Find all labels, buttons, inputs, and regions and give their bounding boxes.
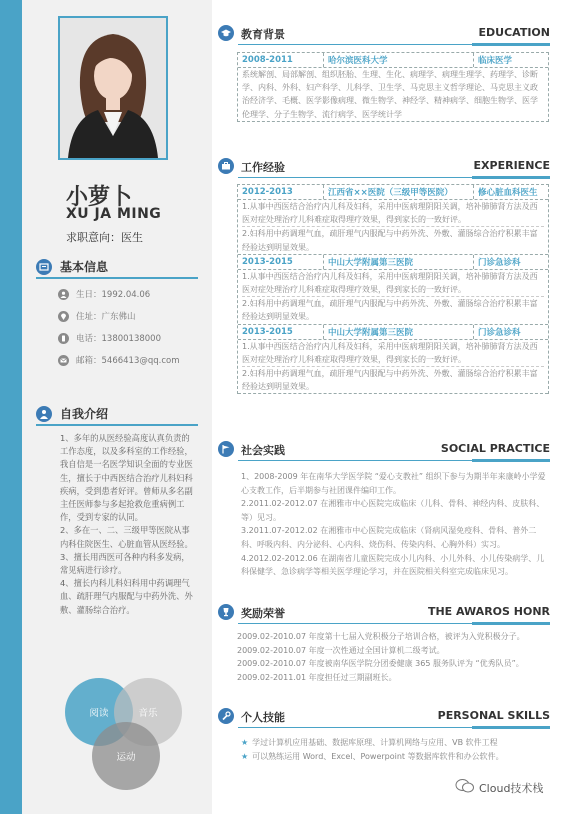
experience-header: 工作经验 EXPERIENCE [218,157,550,177]
list-item: ★ 学过计算机应用基础、数据库原理、计算机网络与应用、VB 软件工程 [241,736,551,750]
job-intent: 求职意向：医生 [66,231,143,244]
divider [36,277,198,279]
info-address: 住址：广东佛山 [58,310,136,322]
list-item: 3.2011.07-2012.02 在湘雅市中心医院完成临床（肾病风湿免疫科、骨科、普外二科、呼吸内科、内分泌科、心内科、烧伤科、传染内科、心胸外科）实习。 [241,526,537,549]
id-card-icon [36,259,52,275]
candidate-name-en: XU JA MING [66,206,162,222]
watermark: Cloud技术栈 [455,778,543,797]
info-email: 邮箱：5466413@qq.com [58,354,180,366]
hobby-sports: 运动 [92,722,160,790]
list-item: 2009.02-2011.01 年度担任过三期副班长。 [237,672,397,682]
profile-photo [58,16,168,160]
awards-list [237,630,547,684]
education-header: 教育背景 EDUCATION [218,24,550,44]
basic-info-header: 基本信息 [36,258,108,275]
star-icon: ★ [241,751,249,761]
skills-list [241,736,551,763]
list-item: 2009.02-2010.07 年度被南华医学院分团委健康 365 服务队评为 “优秀队员”。 [237,659,524,669]
divider [36,424,198,426]
awards-header: 奖励荣誉 THE AWAROS HONR [218,603,550,623]
list-item: 2009.02-2010.07 年度第十七届入党积极分子培训合格，被评为入党积极分子。 [237,632,525,641]
accent-sidebar [0,0,22,814]
info-phone: 电话：13800138000 [58,332,161,344]
list-item: 2009.02-2010.07 年度一次性通过全国计算机二级考试。 [237,645,445,655]
wrench-icon [218,708,234,724]
hobby-reading: 阅读 [65,678,133,746]
wechat-icon [455,778,475,797]
list-item: ★ 可以熟练运用 Word、Excel、Powerpoint 等数据库软件和办公软件。 [241,750,551,764]
skills-header: 个人技能 PERSONAL SKILLS [218,707,550,727]
candidate-name: 小萝卜 [66,185,133,210]
table-row: 2012-2013 江西省××医院（三级甲等医院） 修心脏血科医生 [238,185,548,200]
flag-icon [218,441,234,457]
phone-icon [58,333,69,344]
list-item: 2.2011.02-2012.07 在湘雅市中心医院完成临床（儿科、骨科、神经内科、皮肤科、等）见习。 [241,499,545,522]
list-item: 1、2008-2009 年在南华大学医学院 “爱心支教社” 组织下参与为期半年来康岭小学爱心支教工作，后半期参与社团课件编印工作。 [241,472,546,495]
list-item: 4.2012.02-2012.06 在湖南省儿童医院完成小儿内科、小儿外科、小儿传染病学、儿科保健学、急诊病学等相关医学理论学习，并在医院相关科室完成临床见习。 [241,553,545,577]
info-birthday: 生日：1992.04.06 [58,288,150,300]
self-intro-text: 1、多年的从医经验高度认真负责的工作态度，以及多科室的工作经验，我自信是一名医学知识全面的专业医生，擅长于中西医结合治疗儿科妇科疾病，受到患者好评。曾师从多名副主任医师参与多起抢救危重病例工作，受到专家的认同。 2、多在一、二、三级甲等医院从事内科住院医生、心脏血管从医经验。 3、擅长用西医可各种内科多发病，常见病进行诊疗。 4、擅长内科儿科妇科用中药调理气血、疏肝理气内服配与中药外洗、外敷、灌肠综合治疗。 [60,433,193,615]
table-row: 2008-2011 哈尔滨医科大学 临床医学 [238,53,548,68]
social-practice-header: 社会实践 SOCIAL PRACTICE [218,440,550,460]
experience-table: 2012-2013 江西省××医院（三级甲等医院） 修心脏血科医生 1.从事中西医结合治疗内儿科及妇科，采用中医病理阴阳关调，培补肺肺肾方法及西医对症处理治疗儿科难症取得理疗效果，得到家长的一致好评。 2.妇科用中药调理气血，疏肝理气内服配与中药外洗、外敷、灌肠综合治疗积累丰富经验达到明显效果。 2013-2015 中山大学附属第三医院 门诊急诊科 1.从事中西医结合治疗内儿科及妇科，采用中医病理阴阳关调，培补肺肺肾方法及西医对症处理治疗儿科难症取得理疗效果，得到家长的一致好评。 2.妇科用中药调理气血，疏肝理气内服配与中药外洗、外敷、灌肠综合治疗积累丰富经验达到明显效果。 2013-2015 中山大学附属第三医院 门诊急诊科 1.从事中西医结合治疗内儿科及妇科，采用中医病理阴阳关调，培补肺肺肾方法及西医对症处理治疗儿科难症取得理疗效果，得到家长的一致好评。 2.妇科用中药调理气血，疏肝理气内服配与中药外洗、外敷、灌肠综合治疗积累丰富经验达到明显效果。 [237,184,549,394]
hobby-music: 音乐 [114,678,182,746]
graduation-cap-icon [218,25,234,41]
star-icon: ★ [241,738,249,747]
education-table: 2008-2011 哈尔滨医科大学 临床医学 系统解剖、局部解剖、组织胚胎、生理、生化、病理学、病理生理学、药理学、诊断学、内科、外科、妇产科学、儿科学、卫生学、马克思主义哲学理论、马克思主义政治经济学、毛概、医学影像病理、微生物学、神经学、精神病学、细胞生物学、医学伦理学、分子生物学、流行病学、医学统计学 [237,52,549,122]
trophy-icon [218,604,234,620]
social-practice-list [241,470,551,579]
briefcase-icon [218,158,234,174]
mail-icon [58,355,69,366]
location-icon [58,311,69,322]
user-icon [36,406,52,422]
table-row: 2013-2015 中山大学附属第三医院 门诊急诊科 [238,255,548,270]
table-row: 2013-2015 中山大学附属第三医院 门诊急诊科 [238,325,548,340]
person-icon [58,289,69,300]
self-intro-header: 自我介绍 [36,405,108,422]
